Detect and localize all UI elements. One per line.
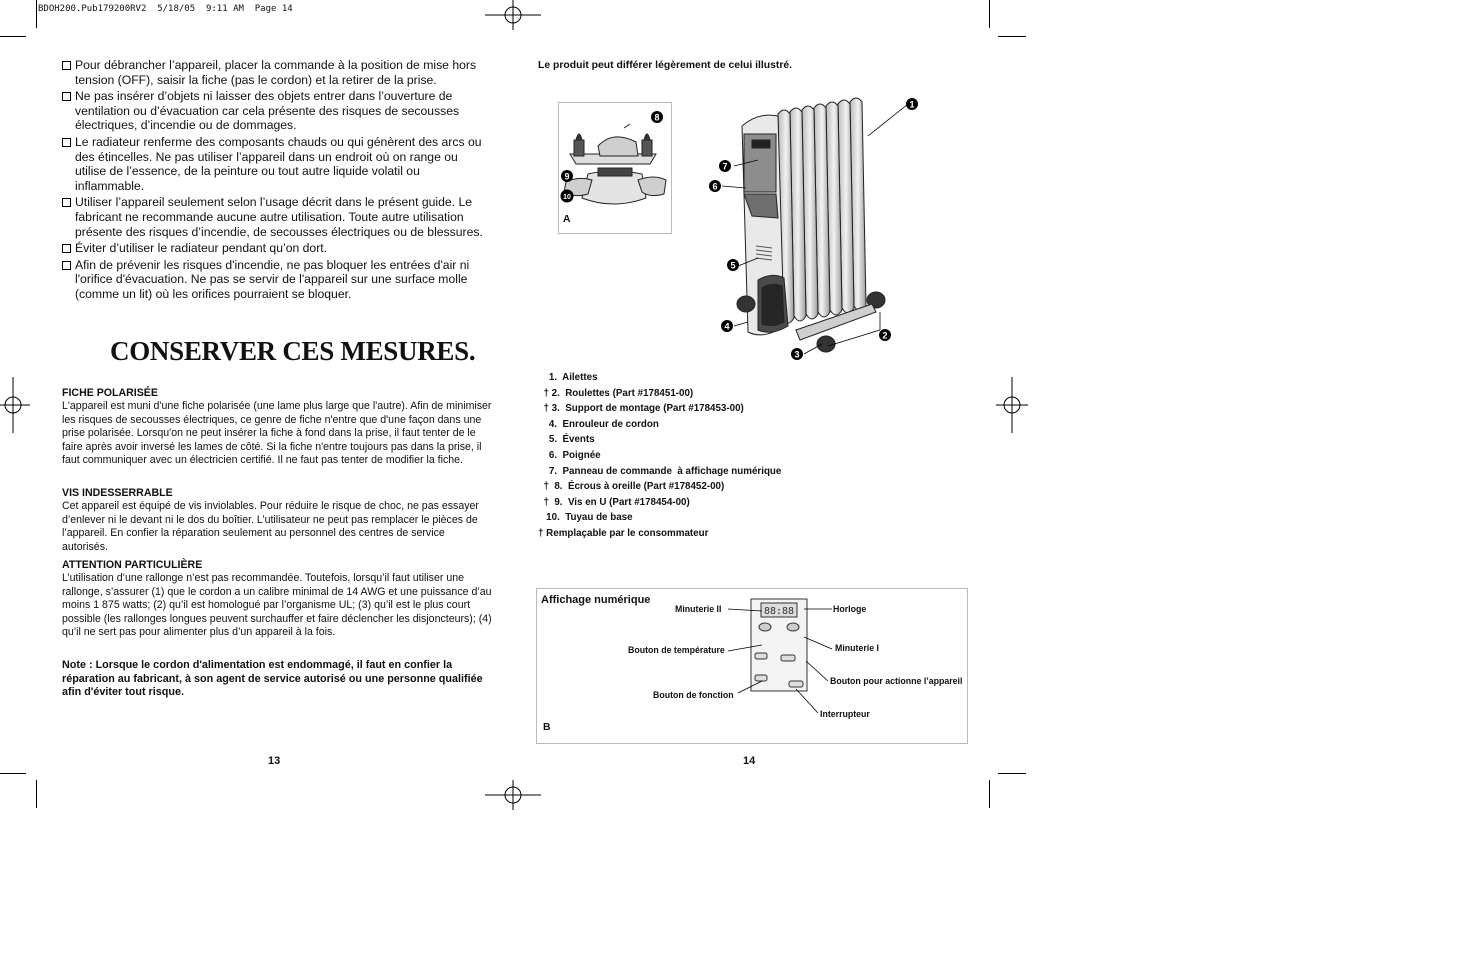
print-slug: BDOH200.Pub179200RV2 5/18/05 9:11 AM Page 14 xyxy=(38,4,293,14)
display-digits: 88:88 xyxy=(763,606,795,617)
section-body: L’utilisation d’une rallonge n’est pas recommandée. Toutefois, lorsqu’il faut utiliser une rallonge, s’assurer (1) que le cordon a un calibre minimal de 14 AWG et une puissance d’au moins 1 875 watts; (2) qu’il est homologué par l’organisme UL; (3) qu’il est le plus court possible (les rallonges longues peuvent surchauffer et faire déclencher les disjoncteurs); (4) qu’il ne sert pas pour alimenter plus d’un appareil à la fois. xyxy=(62,572,492,639)
callout-6-icon xyxy=(708,179,722,193)
parts-list-item: 1. Ailettes xyxy=(538,372,598,383)
parts-list-item: † 9. Vis en U (Part #178454-00) xyxy=(538,496,690,508)
label-interrupteur: Interrupteur xyxy=(820,709,870,719)
section-body: L'appareil est muni d'une fiche polarisée (une lame plus large que l'autre). Afin de minimiser les risques de secousses électriques, ce genre de fiche n'entre que d'une façon dans une prise polarisée. Lorsqu'on ne peut insérer la fiche à fond dans la prise, il faut tenter de le faire après avoir inversé les lames de côté. Si la fiche n'entre toujours pas dans la prise, il faut communiquer avec un électricien certifié. Il ne faut pas tenter de modifier la fiche. xyxy=(62,400,492,467)
callout-5-icon xyxy=(726,258,740,272)
bullet-item: Pour débrancher l’appareil, placer la commande à la position de mise hors tension (OFF), saisir la fiche (pas le cordon) et la retirer de la prise. xyxy=(62,58,492,87)
callout-9-icon xyxy=(560,169,574,183)
label-bouton-fonction: Bouton de fonction xyxy=(653,690,734,700)
section-title: VIS INDESSERRABLE xyxy=(62,487,173,499)
parts-list-item: 10. Tuyau de base xyxy=(538,512,633,524)
callout-10-icon xyxy=(560,189,574,203)
parts-list-item: 4. Enrouleur de cordon xyxy=(538,418,659,430)
page-heading: CONSERVER CES MESURES. xyxy=(110,336,476,366)
page-number-right: 14 xyxy=(743,755,756,767)
section-body: Cet appareil est équipé de vis inviolables. Pour réduire le risque de choc, ne pas essayer d’enlever ni le devant ni le dos du boîtier. L’utilisateur ne peut pas remplacer le pièces de l’appareil. En confier la réparation seulement au personnel des centres de service autorisés. xyxy=(62,500,479,553)
parts-list-item: † 8. Écrous à oreille (Part #178452-00) xyxy=(538,481,725,493)
callout-number: 10 xyxy=(563,194,571,201)
bullet-item: Utiliser l’appareil seulement selon l’usage décrit dans le présent guide. Le fabricant ne recommande aucune autre utilisation. Toute autre utilisation présente des risques d’incendie, de secousses électriques ou de blessures. xyxy=(62,195,492,239)
callout-number: 5 xyxy=(730,260,736,271)
callout-number: 9 xyxy=(564,171,570,182)
figure-b-leader-lines xyxy=(720,595,840,725)
section-tamper-screw xyxy=(62,487,492,554)
parts-list-item: † 3. Support de montage (Part #178453-00) xyxy=(538,403,744,415)
section-title: ATTENTION PARTICULIÈRE xyxy=(62,559,203,571)
label-bouton-actionne: Bouton pour actionne l’appareil xyxy=(830,676,963,686)
parts-list xyxy=(538,370,781,542)
cord-note: Note : Lorsque le cordon d'alimentation est endommagé, il faut en confier la réparation au fabricant, à son agent de service autorisé ou une personne qualifiée afin d'éviter tout risque. xyxy=(62,659,483,699)
parts-list-footnote: † Remplaçable par le consommateur xyxy=(538,527,709,539)
callout-number: 6 xyxy=(712,181,718,192)
figure-b-title: Affichage numérique xyxy=(541,594,651,606)
label-horloge: Horloge xyxy=(833,604,867,614)
section-special-attention xyxy=(62,559,492,639)
callout-2-icon xyxy=(878,328,892,342)
callout-number: 1 xyxy=(909,99,915,110)
label-minuterie-i: Minuterie I xyxy=(835,643,879,653)
callout-number: 2 xyxy=(882,330,888,341)
bullet-item: Ne pas insérer d’objets ni laisser des objets entrer dans l’ouverture de ventilation ou d’évacuation car cela présente des risques de secousses électriques, d’incendie ou de dommages. xyxy=(62,89,492,133)
label-minuterie-ii: Minuterie II xyxy=(675,604,722,614)
bullet-item: Afin de prévenir les risques d'incendie, ne pas bloquer les entrées d'air ni l'orifice d'évacuation. Ne pas se servir de l'appareil sur une surface molle (comme un lit) où les orifices pourraient se bloquer. xyxy=(62,258,492,302)
section-polarized-plug xyxy=(62,387,492,467)
bullet-item: Le radiateur renferme des composants chauds ou qui génèrent des arcs ou des étincelles. Ne pas utiliser l’appareil dans un endroit où on range ou utilise de l’essence, de la peinture ou tout autre liquide volatil ou inflammable. xyxy=(62,135,492,193)
callout-7-icon xyxy=(718,159,732,173)
bullet-item: Éviter d’utiliser le radiateur pendant qu’on dort. xyxy=(62,241,492,256)
figure-a-label: A xyxy=(563,214,571,225)
parts-list-item: 5. Évents xyxy=(538,434,595,446)
label-bouton-temperature: Bouton de température xyxy=(628,645,725,655)
callout-3-icon xyxy=(790,347,804,361)
callout-number: 4 xyxy=(724,321,730,332)
parts-list-item: 7. Panneau de commande à affichage numérique xyxy=(538,465,782,477)
callout-number: 8 xyxy=(654,112,660,123)
callout-8-icon xyxy=(650,110,664,124)
callout-1-icon xyxy=(905,97,919,111)
safety-bullet-list xyxy=(62,58,492,304)
section-title: FICHE POLARISÉE xyxy=(62,387,158,399)
callout-number: 7 xyxy=(722,161,728,172)
callout-4-icon xyxy=(720,319,734,333)
parts-list-item: † 2. Roulettes (Part #178451-00) xyxy=(538,387,694,399)
callout-number: 3 xyxy=(794,349,800,360)
figure-b-label: B xyxy=(543,722,551,733)
page-number-left: 13 xyxy=(268,755,281,767)
figure-caption: Le produit peut différer légèrement de celui illustré. xyxy=(538,60,793,71)
parts-list-item: 6. Poignée xyxy=(538,449,601,461)
